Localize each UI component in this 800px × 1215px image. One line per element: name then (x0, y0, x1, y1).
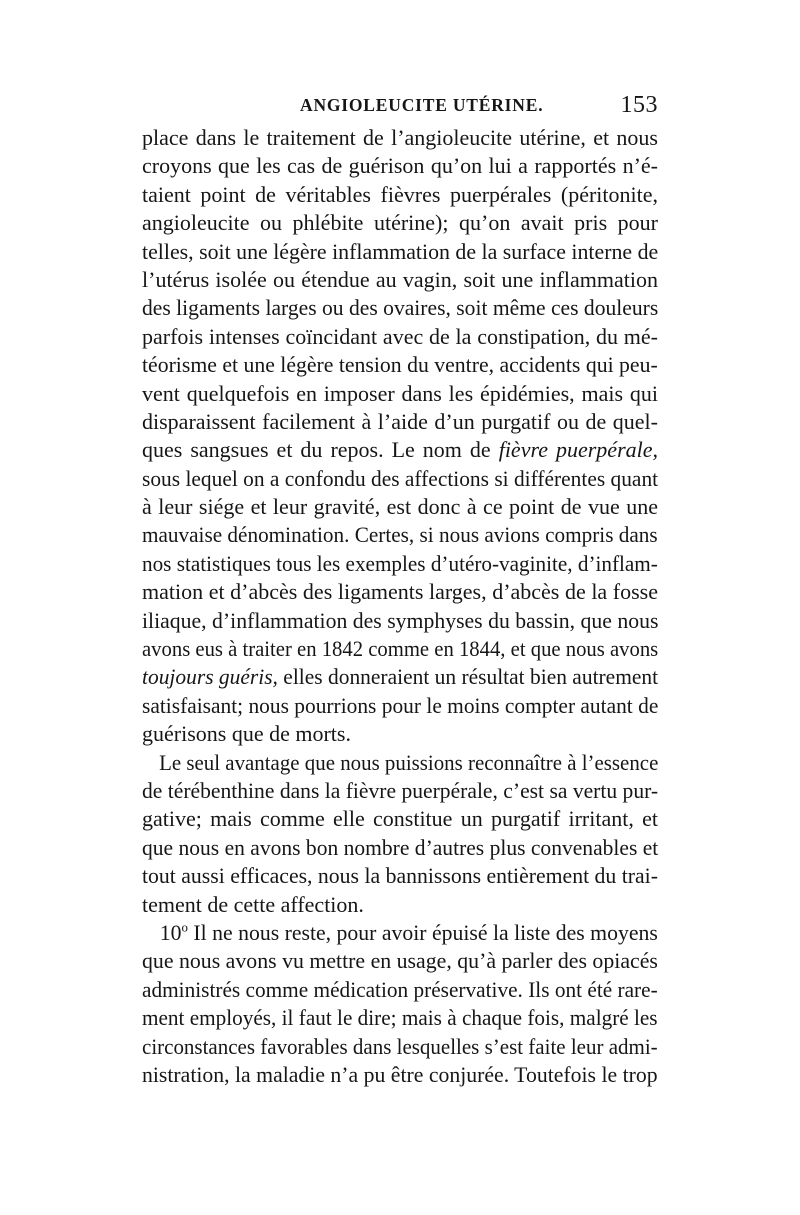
text-line: disparaissent facilement à l’aide d’un purgatif ou de quel- (142, 408, 658, 434)
text-line: ment employés, il faut le dire; mais à chaque fois, malgré les (142, 1005, 658, 1031)
text-line: avons eus à traiter en 1842 comme en 1844, et que nous avons (142, 636, 659, 662)
text-line: vent quelquefois en imposer dans les épidémies, mais qui (142, 380, 658, 406)
text-line: satisfaisant; nous pourrions pour le moins compter autant de (142, 692, 659, 718)
text-line: mauvaise dénomination. Certes, si nous avions compris dans (142, 522, 658, 548)
running-head (142, 88, 658, 122)
text-line: croyons que les cas de guérison qu’on lui a rapportés n’é- (142, 153, 658, 179)
paragraph-1 (142, 124, 658, 749)
ordinal-superscript: o (181, 919, 188, 935)
text-line: parfois intenses coïncidant avec de la constipation, du mé- (142, 323, 658, 349)
text-line: Le seul avantage que nous puissions reconnaître à l’essence (159, 749, 659, 775)
line-text: ques sangsues et du repos. Le nom de (142, 437, 499, 463)
text-line (142, 436, 658, 464)
text-line: gative; mais comme elle constitue un purgatif irritant, et (142, 806, 658, 832)
text-line: que nous en avons bon nombre d’autres plus convenables et (142, 834, 659, 860)
text-line: taient point de véritables fièvres puerpérales (péritonite, (142, 181, 658, 207)
paragraph-2 (142, 749, 658, 919)
text-line (142, 663, 659, 691)
italic-term: fièvre puerpérale, (498, 437, 659, 463)
text-line: angioleucite ou phlébite utérine); qu’on avait pris pour (142, 210, 658, 236)
text-line: de térébenthine dans la fièvre puerpérale, c’est sa vertu pur- (142, 777, 659, 803)
text-line: tement de cette affection. (142, 891, 364, 917)
text-line: circonstances favorables dans lesquelles s’est faite leur admi- (142, 1033, 658, 1059)
body-text (142, 124, 658, 1089)
text-line: téorisme et une légère tension du ventre, accidents qui peu- (142, 352, 658, 378)
text-line: à leur siége et leur gravité, est donc à ce point de vue une (142, 494, 658, 520)
text-line: tout aussi efficaces, nous la bannissons entièrement du trai- (142, 863, 658, 889)
text-line: guérisons que de morts. (142, 721, 351, 747)
text-line: que nous avons vu mettre en usage, qu’à parler des opiacés (142, 948, 658, 974)
text-line: administrés comme médication préservative. Ils ont été rare- (142, 976, 658, 1002)
text-line: nistration, la maladie n’a pu être conjurée. Toutefois le trop (142, 1061, 658, 1087)
running-title: ANGIOLEUCITE UTÉRINE. (300, 95, 544, 115)
text-line: des ligaments larges ou des ovaires, soit même ces douleurs (142, 295, 659, 321)
line-text: Il ne nous reste, pour avoir épuisé la liste des moyens (187, 919, 658, 945)
paragraph-number: 10 (159, 919, 182, 945)
page-number: 153 (620, 92, 658, 118)
text-line: telles, soit une légère inflammation de la surface interne de (142, 238, 659, 264)
text-line: iliaque, d’inflammation des symphyses du bassin, que nous (142, 607, 659, 633)
paragraph-3 (142, 919, 658, 1089)
text-line (142, 919, 658, 947)
line-text: elles donneraient un résultat bien autrement (277, 664, 659, 690)
text-line: place dans le traitement de l’angioleucite utérine, et nous (142, 125, 658, 150)
italic-phrase: toujours guéris, (142, 664, 278, 690)
text-line: mation et d’abcès des ligaments larges, d’abcès de la fosse (142, 579, 658, 605)
text-line: sous lequel on a confondu des affections si différentes quant (142, 465, 659, 491)
text-line: l’utérus isolée ou étendue au vagin, soit une inflammation (142, 266, 658, 292)
text-line: nos statistiques tous les exemples d’utéro-vaginite, d’inflam- (142, 550, 658, 576)
